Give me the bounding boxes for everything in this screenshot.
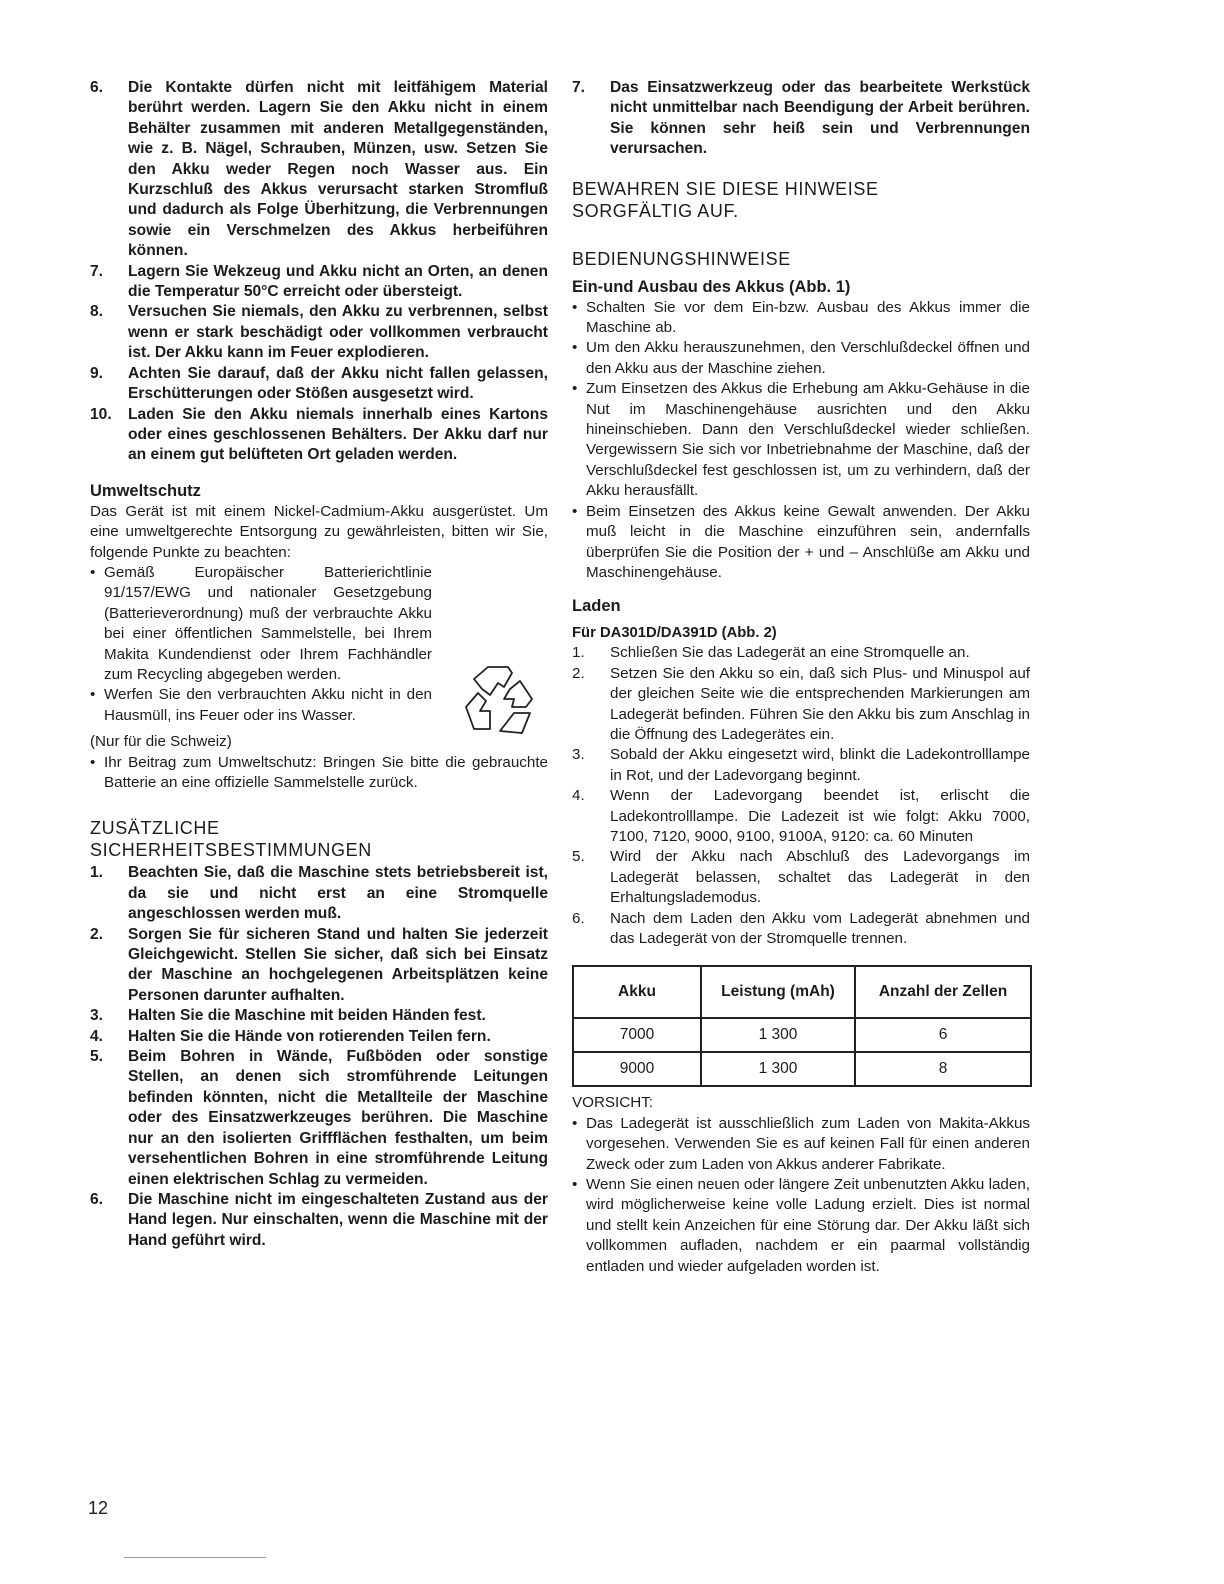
- laden-heading: Laden: [572, 597, 621, 616]
- list-item: • Schalten Sie vor dem Ein-bzw. Ausbau des Akkus immer die Maschine ab.: [572, 298, 1030, 337]
- list-item: • Zum Einsetzen des Akkus die Erhebung am Akku-Gehäuse in die Nut im Maschinengehäuse ausrichten und den Akku hineinschieben. Dann den Verschlußdeckel wieder schließen. Vergewissern Sie sich vor Inbetriebnahme der Maschine, daß der Verschlußdeckel fest geschlossen ist, um zu verhindern, daß der Akku herausfällt.: [572, 380, 1030, 500]
- bedienung-heading: BEDIENUNGSHINWEISE: [572, 248, 791, 269]
- right-column: [572, 78, 1030, 1277]
- list-item: • Beim Einsetzen des Akkus keine Gewalt anwenden. Der Akku muß leicht in die Maschine einzuführen sein, andernfalls überprüfen Sie die Position der + und – Anschlüße am Akku und Maschinengehäuse.: [572, 502, 1030, 581]
- list-item: 6. Die Maschine nicht im eingeschalteten Zustand aus der Hand legen. Nur einschalten, wenn die Maschine mit der Hand geführt wird.: [90, 1190, 548, 1249]
- zusatz-heading-line1: ZUSÄTZLICHE: [90, 818, 220, 839]
- list-item: 2. Sorgen Sie für sicheren Stand und halten Sie jederzeit Gleichgewicht. Stellen Sie sicher, daß sich bei Einsatz der Maschine an hochgelegenen Arbeitsplätzen keine Personen darunter aufhalten.: [90, 925, 548, 1004]
- list-item: • Um den Akku herauszunehmen, den Verschlußdeckel öffnen und den Akku aus der Maschine ziehen.: [572, 339, 1030, 377]
- column-header: Anzahl der Zellen: [855, 966, 1031, 1018]
- table-cell: 6: [855, 1018, 1031, 1052]
- list-item: 1. Beachten Sie, daß die Maschine stets betriebsbereit ist, da sie und nicht erst an eine Stromquelle angeschlossen werden muß.: [90, 864, 548, 923]
- list-item: 4. Wenn der Ladevorgang beendet ist, erlischt die Ladekontrolllampe. Die Ladezeit ist wie folgt: Akku 7000, 7100, 7120, 9000, 9100, 9100A, 9120: ca. 60 Minuten: [572, 787, 1030, 845]
- list-item: 5. Beim Bohren in Wände, Fußböden oder sonstige Stellen, an denen sich stromführende Leitungen befinden könnten, nicht die Metallteile der Maschine oder des Einsatzwerkzeuges berühren. Die Maschine nur an den isolierten Griffflächen festhalten, um beim versehentlichen Bohren in eine stromführende Leitung einen elektrischen Schlag zu vermeiden.: [90, 1048, 548, 1188]
- list-item: 10. Laden Sie den Akku niemals innerhalb eines Kartons oder eines geschlossenen Behälters. Der Akku darf nur an einem gut belüfteten Ort geladen werden.: [90, 405, 548, 464]
- list-item: 6. Nach dem Laden den Akku vom Ladegerät abnehmen und das Ladegerät von der Stromquelle trennen.: [572, 909, 1030, 947]
- list-item: • Das Ladegerät ist ausschließlich zum Laden von Makita-Akkus vorgesehen. Verwenden Sie es auf keinen Fall für einen anderen Zweck oder zum Laden von Akkus anderer Fabrikate.: [572, 1114, 1030, 1173]
- vorsicht-bullets: [572, 1114, 1030, 1277]
- list-item: 1. Schließen Sie das Ladegerät an eine Stromquelle an.: [572, 644, 970, 662]
- laden-subheading: Für DA301D/DA391D (Abb. 2): [572, 625, 777, 642]
- column-header: Akku: [573, 966, 701, 1018]
- laden-steps: [572, 643, 1030, 949]
- list-item-text: Lagern Sie Wekzeug und Akku nicht an Orten, an denen die Temperatur 50°C erreicht oder übersteigt.: [128, 262, 548, 301]
- list-item: • Gemäß Europäischer Batterierichtlinie 91/157/EWG und nationaler Gesetzgebung (Batterieverordnung) muß der verbrauchte Akku bei einer öffentlichen Sammelstelle, bei Ihrem Makita Kundendienst oder Ihrem Fachhändler zum Recycling abgegeben werden.: [90, 563, 432, 683]
- list-item-text: Laden Sie den Akku niemals innerhalb eines Kartons oder eines geschlossenen Behälters. Der Akku darf nur an einem gut belüfteten Ort geladen werden.: [128, 405, 548, 464]
- list-item: 2. Setzen Sie den Akku so ein, daß sich Plus- und Minuspol auf der gleichen Seite wie die entsprechenden Markierungen am Ladegerät befinden. Führen Sie den Akku bis zum Anschlag in die Öffnung des Ladegerätes ein.: [572, 664, 1030, 743]
- recycle-icon: [460, 659, 542, 739]
- list-item: 9. Achten Sie darauf, daß der Akku nicht fallen gelassen, Erschütterungen oder Stößen ausgesetzt wird.: [90, 364, 548, 403]
- list-item: 7. Lagern Sie Wekzeug und Akku nicht an Orten, an denen die Temperatur 50°C erreicht oder übersteigt.: [90, 262, 548, 301]
- battery-safety-list: [90, 78, 548, 466]
- zusatz-heading-line2: SICHERHEITSBESTIMMUNGEN: [90, 840, 372, 861]
- vorsicht-heading: VORSICHT:: [572, 1094, 654, 1112]
- list-item-text: Die Kontakte dürfen nicht mit leitfähigem Material berührt werden. Lagern Sie den Akku nicht in einem Behälter zusammen mit anderen Metallgegenständen, wie z. B. Nägel, Schrauben, Münzen, usw. Setzen Sie den Akku weder Regen noch Wasser aus. Ein Kurzschluß des Akkus verursacht starken Stromfluß und dadurch als Folge Überhitzung, die Verbrennungen sowie ein Verschmelzen des Akkus herbeiführen können.: [128, 79, 548, 260]
- umwelt-bullets: [90, 563, 432, 726]
- recycle-block: [90, 563, 548, 726]
- list-item: 3. Sobald der Akku eingesetzt wird, blinkt die Ladekontrolllampe in Rot, und der Ladevorgang beginnt.: [572, 746, 1030, 784]
- bedienung-bullets: [572, 298, 1030, 584]
- table-cell: 9000: [573, 1052, 701, 1086]
- table-row: [573, 1018, 1031, 1052]
- list-item-text: Versuchen Sie niemals, den Akku zu verbrennen, selbst wenn er stark beschädigt oder vollkommen verbraucht ist. Der Akku kann im Feuer explodieren.: [128, 303, 548, 362]
- list-item: 8. Versuchen Sie niemals, den Akku zu verbrennen, selbst wenn er stark beschädigt oder vollkommen verbraucht ist. Der Akku kann im Feuer explodieren.: [90, 303, 548, 362]
- list-item: 7. Das Einsatzwerkzeug oder das bearbeitete Werkstück nicht unmittelbar nach Beendigung der Arbeit berühren. Sie können sehr heiß sein und Verbrennungen verursachen.: [572, 79, 1030, 158]
- left-column: [90, 78, 548, 1251]
- list-item-text: Achten Sie darauf, daß der Akku nicht fallen gelassen, Erschütterungen oder Stößen ausgesetzt wird.: [128, 364, 548, 403]
- column-header: Leistung (mAh): [701, 966, 855, 1018]
- umwelt-heading: Umweltschutz: [90, 481, 201, 500]
- item-7-list: [572, 78, 1030, 160]
- list-item: 3. Halten Sie die Maschine mit beiden Händen fest.: [90, 1007, 486, 1025]
- swiss-bullets: [90, 753, 548, 794]
- list-item: • Ihr Beitrag zum Umweltschutz: Bringen Sie bitte die gebrauchte Batterie an eine offizielle Sammelstelle zurück.: [90, 753, 548, 791]
- bedienung-subheading: Ein-und Ausbau des Akkus (Abb. 1): [572, 277, 851, 296]
- bewahren-heading-line2: SORGFÄLTIG AUF.: [572, 200, 739, 221]
- footer-rule: [124, 1557, 266, 1558]
- zusatz-list: [90, 863, 548, 1251]
- umwelt-intro: Das Gerät ist mit einem Nickel-Cadmium-Akku ausgerüstet. Um eine umweltgerechte Entsorgung zu gewährleisten, bitten wir Sie, folgende Punkte zu beachten:: [90, 502, 548, 561]
- battery-spec-table: [572, 965, 1032, 1087]
- table-cell: 7000: [573, 1018, 701, 1052]
- list-item: • Wenn Sie einen neuen oder längere Zeit unbenutzten Akku laden, wird möglicherweise keine volle Ladung erzielt. Dies ist normal und stellt kein Anzeichen für eine Störung dar. Der Akku läßt sich vollkommen aufladen, nachdem er ein paarmal vollständig entladen und wieder aufgeladen worden ist.: [572, 1176, 1030, 1275]
- table-cell: 8: [855, 1052, 1031, 1086]
- table-header-row: [573, 966, 1031, 1018]
- swiss-note: (Nur für die Schweiz): [90, 733, 232, 751]
- table-cell: 1 300: [701, 1018, 855, 1052]
- bewahren-heading-line1: BEWAHREN SIE DIESE HINWEISE: [572, 178, 879, 199]
- list-item: 5. Wird der Akku nach Abschluß des Ladevorgangs im Ladegerät belassen, schaltet das Ladegerät in den Erhaltungslademodus.: [572, 848, 1030, 907]
- list-item: 4. Halten Sie die Hände von rotierenden Teilen fern.: [90, 1027, 491, 1045]
- list-item: • Werfen Sie den verbrauchten Akku nicht in den Hausmüll, ins Feuer oder ins Wasser.: [90, 686, 432, 724]
- table-cell: 1 300: [701, 1052, 855, 1086]
- table-row: [573, 1052, 1031, 1086]
- page-number: 12: [88, 1498, 109, 1518]
- list-item: 6. Die Kontakte dürfen nicht mit leitfähigem Material berührt werden. Lagern Sie den Akku nicht in einem Behälter zusammen mit anderen Metallgegenständen, wie z. B. Nägel, Schrauben, Münzen, usw. Setzen Sie den Akku weder Regen noch Wasser aus. Ein Kurzschluß des Akkus verursacht starken Stromfluß und dadurch als Folge Überhitzung, die Verbrennungen sowie ein Verschmelzen des Akkus herbeiführen können.: [90, 79, 548, 260]
